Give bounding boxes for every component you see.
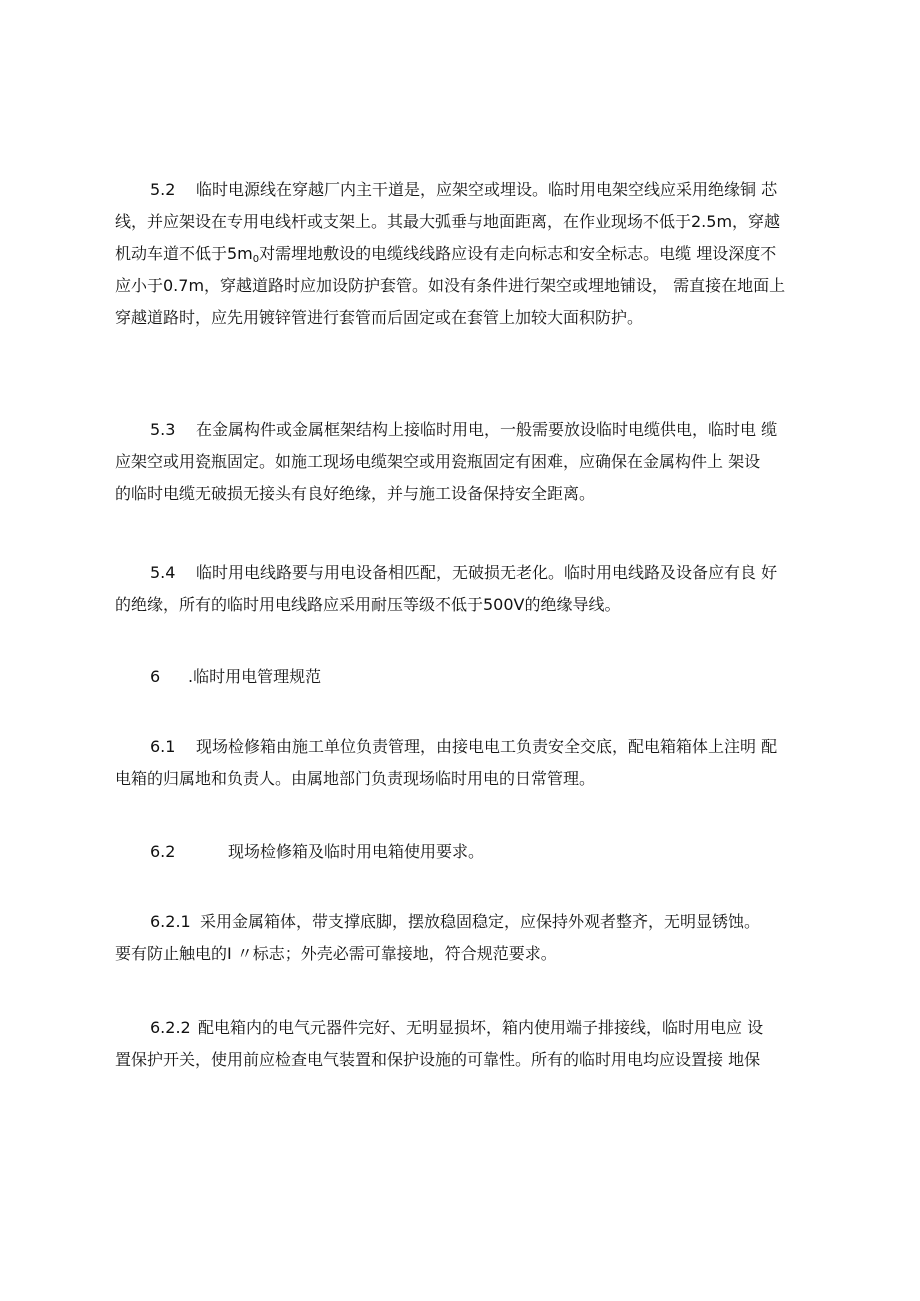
- section-number: 6.2.1: [150, 912, 191, 931]
- section-6-1: [115, 731, 815, 795]
- paragraph-line: 采用金属箱体，带支撑底脚，摆放稳固稳定，应保持外观者整齐，无明显锈蚀。: [200, 912, 761, 931]
- paragraph-line: 电箱的归属地和负责人。由属地部门负责现场临时用电的日常管理。: [115, 769, 596, 788]
- paragraph-line: 线，并应架设在专用电线杆或支架上。其最大弧垂与地面距离，在作业现场不低于2.5m，穿越: [115, 212, 781, 231]
- section-6-2-1: [115, 906, 815, 970]
- paragraph-line: 应小于0.7m，穿越道路时应加设防护套管。如没有条件进行架空或埋地铺设， 需直接在地面上: [115, 276, 786, 295]
- paragraph-line: 临时用电线路要与用电设备相匹配，无破损无老化。临时用电线路及设备应有良 好: [196, 563, 778, 582]
- paragraph-line: 的绝缘，所有的临时用电线路应采用耐压等级不低于500V的绝缘导线。: [115, 595, 621, 614]
- paragraph-line: 的临时电缆无破损无接头有良好绝缘，并与施工设备保持安全距离。: [115, 484, 596, 503]
- paragraph-line: 穿越道路时，应先用镀锌管进行套管而后固定或在套管上加较大面积防护。: [115, 308, 644, 327]
- section-title: 现场检修箱及临时用电箱使用要求。: [228, 842, 485, 861]
- section-6-2-2: [115, 1012, 815, 1076]
- section-5-3: [115, 414, 815, 510]
- section-number: 6: [150, 667, 161, 686]
- section-6-2-heading: [115, 836, 815, 868]
- section-number: 6.1: [150, 737, 176, 756]
- section-number: 5.2: [150, 180, 176, 199]
- paragraph-line: 在金属构件或金属框架结构上接临时用电，一般需要放设临时电缆供电，临时电 缆: [196, 420, 778, 439]
- section-number: 6.2: [150, 842, 176, 861]
- paragraph-line: 应架空或用瓷瓶固定。如施工现场电缆架空或用瓷瓶固定有困难，应确保在金属构件上 架设: [115, 452, 761, 471]
- section-number: 6.2.2: [150, 1018, 191, 1037]
- paragraph-line: 要有防止触电的I 〃标志；外壳必需可靠接地，符合规范要求。: [115, 944, 557, 963]
- paragraph-line: 机动车道不低于$5m_0$对需埋地敷设的电缆线线路应设有走向标志和安全标志。电缆 埋设深度不: [115, 244, 777, 265]
- paragraph-line: 临时电源线在穿越厂内主干道是，应架空或埋设。临时用电架空线应采用绝缘铜 芯: [196, 180, 778, 199]
- section-6-heading: [115, 661, 815, 693]
- paragraph-line: 现场检修箱由施工单位负责管理，由接电电工负责安全交底，配电箱箱体上注明 配: [196, 737, 778, 756]
- section-title: .临时用电管理规范: [188, 667, 322, 686]
- paragraph-line: 配电箱内的电气元器件完好、无明显损坏，箱内使用端子排接线，临时用电应 设: [198, 1018, 764, 1037]
- section-number: 5.3: [150, 420, 176, 439]
- section-5-2: [115, 174, 815, 334]
- section-number: 5.4: [150, 563, 176, 582]
- paragraph-line: 置保护开关，使用前应检查电气装置和保护设施的可靠性。所有的临时用电均应设置接 地保: [115, 1050, 761, 1069]
- section-5-4: [115, 557, 815, 621]
